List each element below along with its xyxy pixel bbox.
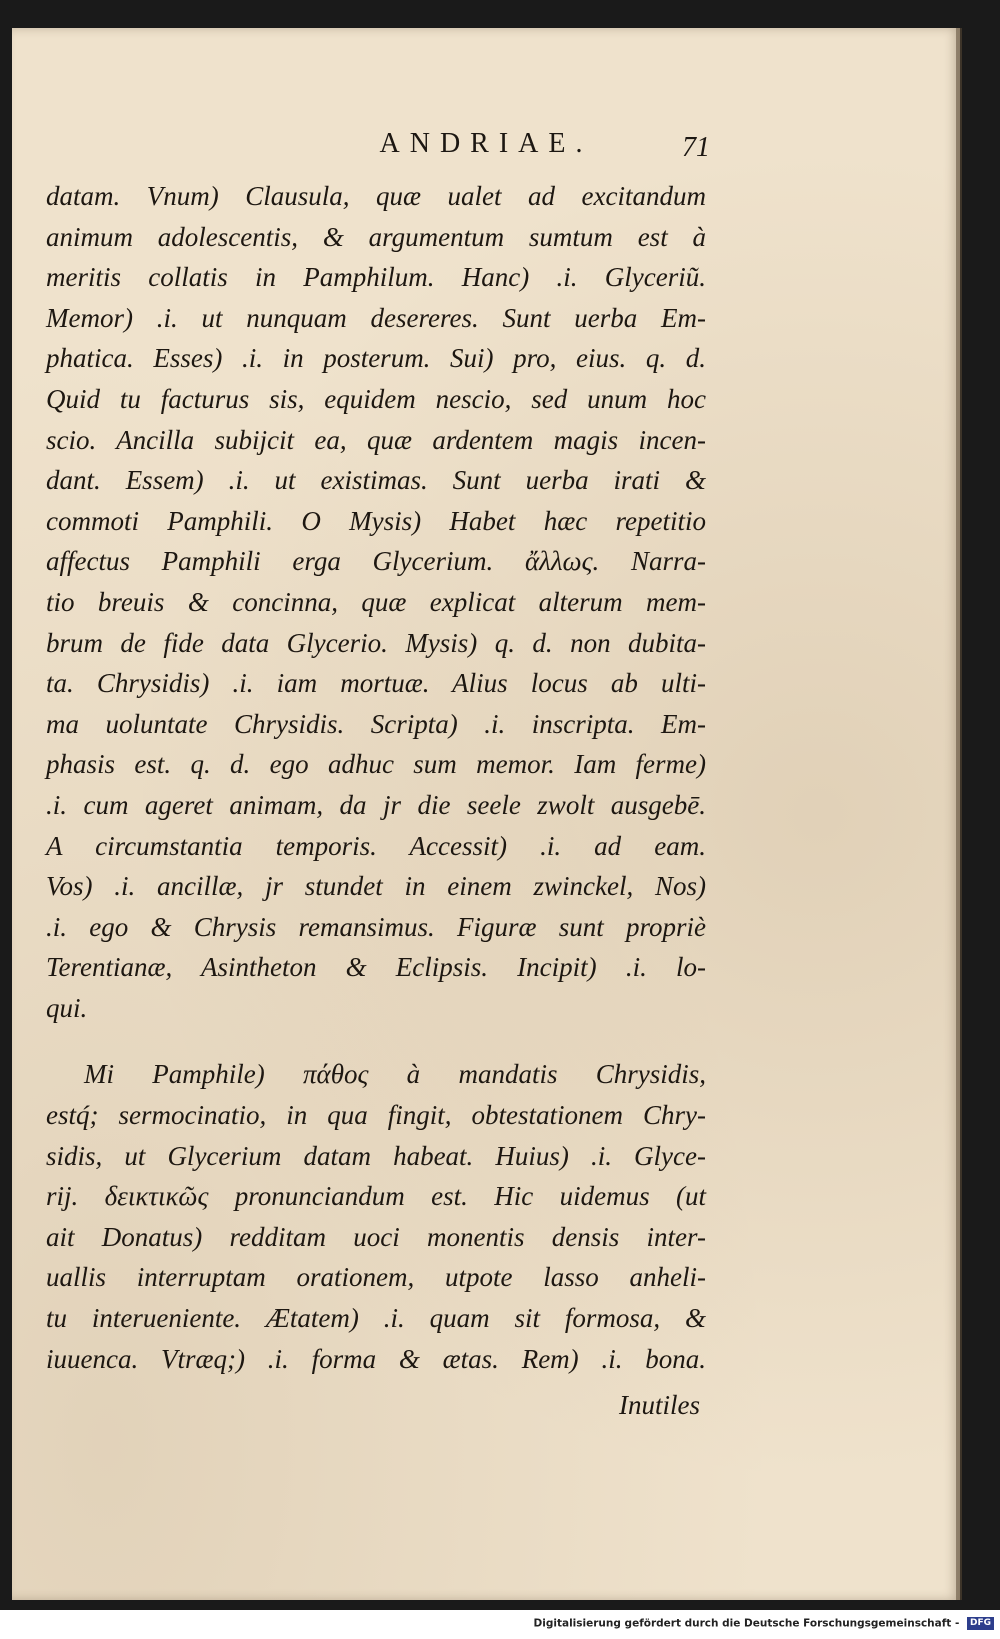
text-line: iuuenca. Vtræq;) .i. forma & ætas. Rem) .i. bona. xyxy=(46,1343,706,1374)
paragraph-1 xyxy=(46,176,706,1028)
text-line: dant. Essem) .i. ut existimas. Sunt uerba irati & xyxy=(46,465,706,496)
text-line: ait Donatus) redditam uoci monentis densis inter- xyxy=(46,1221,706,1252)
text-line: phasis est. q. d. ego adhuc sum memor. Iam ferme) xyxy=(46,749,706,780)
book-page xyxy=(12,28,960,1600)
text-line: affectus Pamphili erga Glycerium. ἄλλως. Narra- xyxy=(46,546,706,577)
text-line: meritis collatis in Pamphilum. Hanc) .i. Glyceriũ. xyxy=(46,262,706,293)
text-line: .i. ego & Chrysis remansimus. Figuræ sunt propriè xyxy=(46,911,706,942)
text-line: estq́; sermocinatio, in qua fingit, obtestationem Chry- xyxy=(46,1100,706,1131)
text-line: datam. Vnum) Clausula, quæ ualet ad excitandum xyxy=(46,181,706,211)
commentary-text xyxy=(46,176,706,1425)
text-line: Terentianæ, Asintheton & Eclipsis. Incipit) .i. lo- xyxy=(46,952,706,983)
text-line: tu interueniente. Ætatem) .i. quam sit formosa, & xyxy=(46,1303,706,1334)
text-line: animum adolescentis, & argumentum sumtum est à xyxy=(46,221,706,252)
credit-text: Digitalisierung gefördert durch die Deutsche Forschungsgemeinschaft - xyxy=(533,1617,960,1630)
text-line: scio. Ancilla subijcit ea, quæ ardentem magis incen- xyxy=(46,424,706,455)
text-line: uallis interruptam orationem, utpote lasso anheli- xyxy=(46,1262,706,1293)
page-edge-shadow xyxy=(956,28,962,1600)
text-line: commoti Pamphili. O Mysis) Habet hæc repetitio xyxy=(46,505,706,536)
text-line: sidis, ut Glycerium datam habeat. Huius) .i. Glyce- xyxy=(46,1140,706,1171)
text-line: rij. δεικτικῶς pronunciandum est. Hic uidemus (ut xyxy=(46,1181,706,1212)
text-line: qui. xyxy=(46,992,88,1023)
dfg-logo: DFG xyxy=(967,1617,994,1630)
paragraph-2 xyxy=(46,1054,706,1379)
digitization-credit xyxy=(0,1617,994,1630)
text-line: ma uoluntate Chrysidis. Scripta) .i. inscripta. Em- xyxy=(46,708,706,739)
text-line: A circumstantia temporis. Accessit) .i. ad eam. xyxy=(46,830,706,861)
text-line: Vos) .i. ancillæ, jr stundet in einem zwinckel, Nos) xyxy=(46,871,706,902)
text-line: .i. cum ageret animam, da jr die seele zwolt ausgebē. xyxy=(46,789,706,820)
text-line: Mi Pamphile) πάθος à mandatis Chrysidis, xyxy=(84,1059,706,1090)
text-line: Memor) .i. ut nunquam desereres. Sunt uerba Em- xyxy=(46,302,706,333)
page-number: 71 xyxy=(682,132,710,163)
running-head: ANDRIAE. xyxy=(379,128,593,159)
text-line: Quid tu facturus sis, equidem nescio, sed unum hoc xyxy=(46,383,706,414)
text-line: ta. Chrysidis) .i. iam mortuæ. Alius locus ab ulti- xyxy=(46,668,706,699)
text-line: brum de fide data Glycerio. Mysis) q. d. non dubita- xyxy=(46,627,706,658)
paragraph-gap xyxy=(46,1028,706,1054)
text-line: phatica. Esses) .i. in posterum. Sui) pro, eius. q. d. xyxy=(46,343,706,374)
catchword: Inutiles xyxy=(619,1390,700,1421)
text-line: tio breuis & concinna, quæ explicat alterum mem- xyxy=(46,586,706,617)
